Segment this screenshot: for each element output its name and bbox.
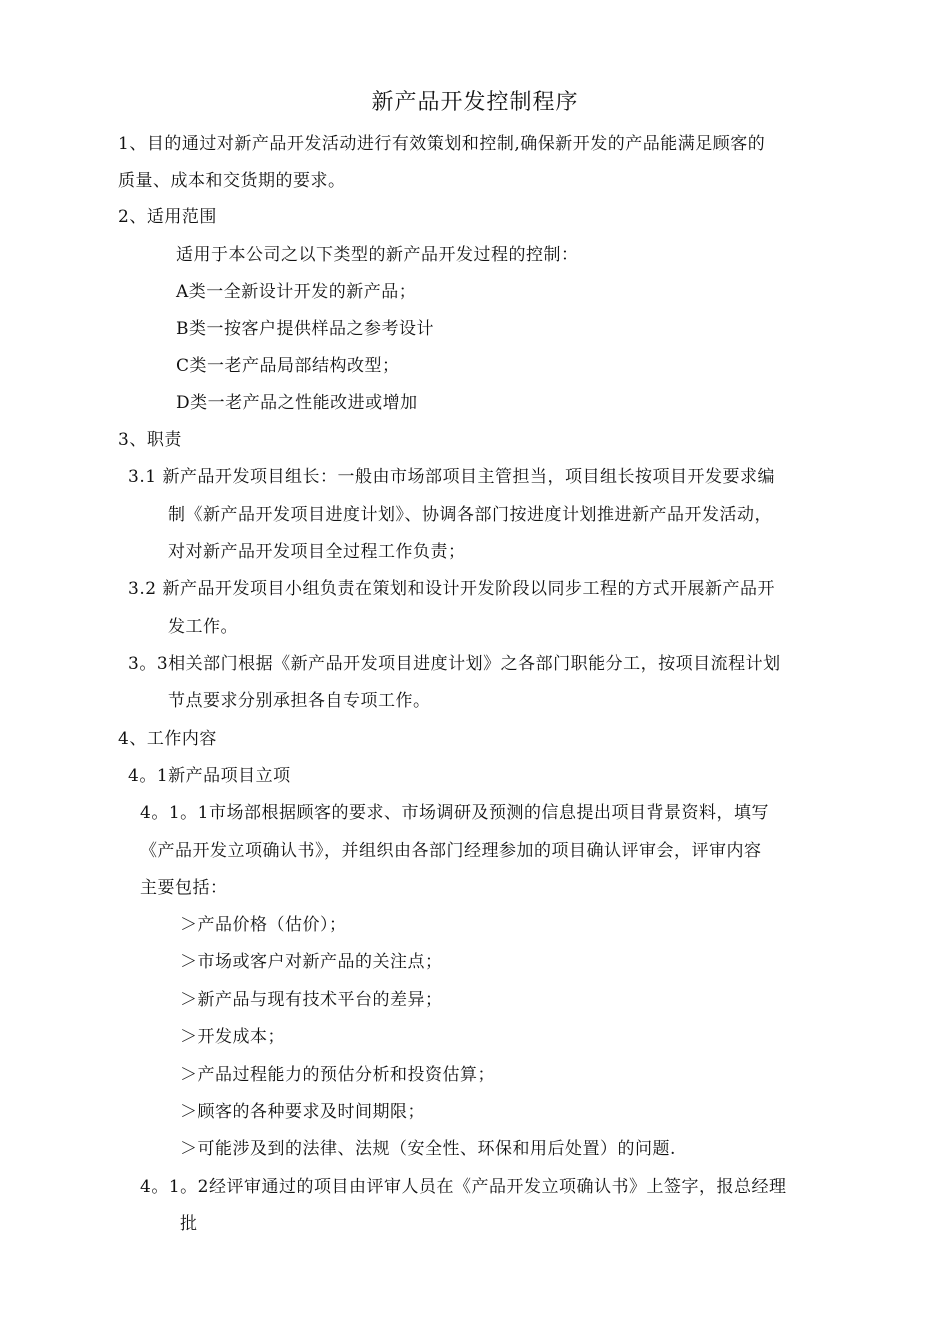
review-bullet: ＞开发成本； bbox=[180, 1027, 285, 1047]
duty-3-1-line-2: 制《新产品开发项目进度计划》、协调各部门按进度计划推进新产品开发活动， bbox=[168, 505, 772, 525]
clause-4-1-1-line-3: 主要包括： bbox=[140, 878, 228, 898]
duty-3-2-line-2: 发工作。 bbox=[168, 617, 238, 637]
clause-4-1-1-line-1: 4。1。1市场部根据顾客的要求、市场调研及预测的信息提出项目背景资料，填写 bbox=[140, 803, 769, 823]
review-bullet: ＞可能涉及到的法律、法规（安全性、环保和用后处置）的问题. bbox=[180, 1139, 676, 1159]
clause-4-1-1-line-2: 《产品开发立项确认书》，并组织由各部门经理参加的项目确认评审会，评审内容 bbox=[140, 841, 762, 861]
section-3-heading: 3、职责 bbox=[118, 430, 182, 450]
scope-item-d: D类一老产品之性能改进或增加 bbox=[176, 393, 418, 413]
review-bullet: ＞产品过程能力的预估分析和投资估算； bbox=[180, 1065, 495, 1085]
scope-intro: 适用于本公司之以下类型的新产品开发过程的控制： bbox=[176, 245, 579, 265]
document-title: 新产品开发控制程序 bbox=[371, 90, 579, 115]
review-bullet: ＞产品价格（估价）； bbox=[180, 915, 347, 935]
review-bullet: ＞顾客的各种要求及时间期限； bbox=[180, 1102, 425, 1122]
scope-item-b: B类一按客户提供样品之参考设计 bbox=[176, 319, 434, 339]
section-4-heading: 4、工作内容 bbox=[118, 729, 217, 749]
duty-3-1-line-3: 对对新产品开发项目全过程工作负责； bbox=[168, 542, 466, 562]
clause-4-1-2-line-2: 批 bbox=[180, 1214, 198, 1234]
review-bullet: ＞市场或客户对新产品的关注点； bbox=[180, 952, 443, 972]
duty-3-2-line-1: 3.2 新产品开发项目小组负责在策划和设计开发阶段以同步工程的方式开展新产品开 bbox=[128, 579, 775, 599]
review-bullet: ＞新产品与现有技术平台的差异； bbox=[180, 990, 443, 1010]
duty-3-3-line-1: 3。3相关部门根据《新产品开发项目进度计划》之各部门职能分工，按项目流程计划 bbox=[128, 654, 781, 674]
section-1-line-2: 质量、成本和交货期的要求。 bbox=[118, 171, 346, 191]
scope-item-a: A类一全新设计开发的新产品； bbox=[176, 282, 417, 302]
section-2-heading: 2、适用范围 bbox=[118, 207, 217, 227]
subsection-4-1: 4。1新产品项目立项 bbox=[128, 766, 291, 786]
scope-item-c: C类一老产品局部结构改型； bbox=[176, 356, 400, 376]
duty-3-3-line-2: 节点要求分别承担各自专项工作。 bbox=[168, 691, 431, 711]
duty-3-1-line-1: 3.1 新产品开发项目组长：一般由市场部项目主管担当，项目组长按项目开发要求编 bbox=[128, 467, 775, 487]
clause-4-1-2-line-1: 4。1。2经评审通过的项目由评审人员在《产品开发立项确认书》上签字，报总经理 bbox=[140, 1177, 787, 1197]
section-1-line-1: 1、目的通过对新产品开发活动进行有效策划和控制,确保新开发的产品能满足顾客的 bbox=[118, 134, 766, 154]
